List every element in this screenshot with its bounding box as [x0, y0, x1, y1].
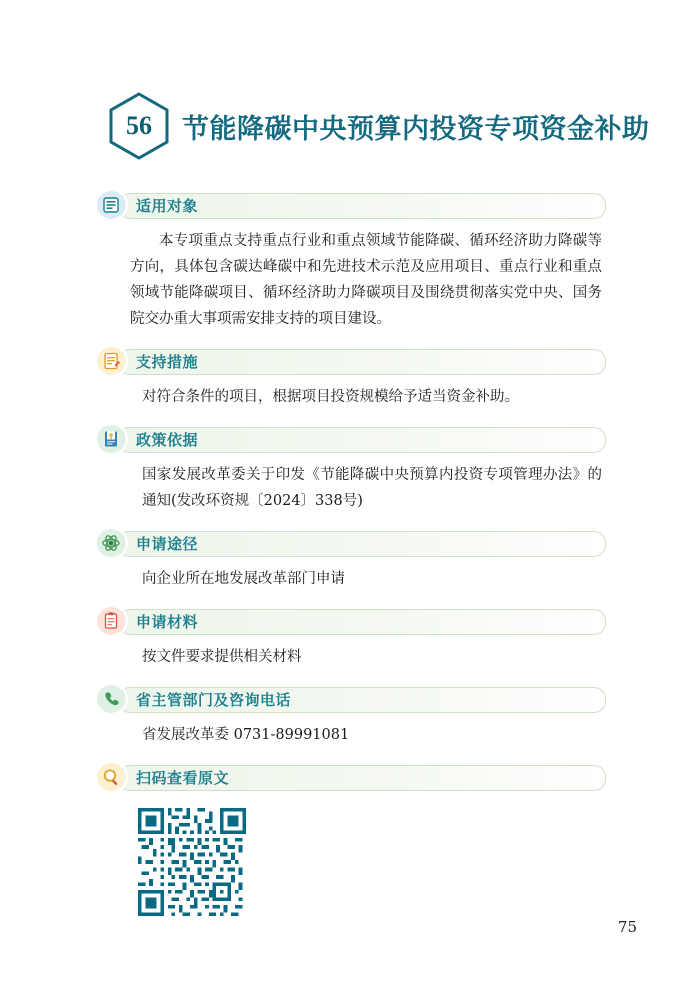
section-body: 向企业所在地发展改革部门申请 — [142, 571, 345, 587]
section-title: 申请途径 — [136, 534, 199, 553]
section-title: 政策依据 — [136, 430, 199, 449]
section-body: 省发展改革委 0731-89991081 — [142, 727, 350, 743]
clipboard-icon — [96, 606, 126, 636]
section-header — [96, 190, 606, 220]
page-number: 75 — [617, 918, 637, 936]
clipboard-pencil-icon — [96, 346, 126, 376]
section-header — [96, 346, 606, 376]
section-policy-basis — [96, 424, 606, 514]
magnifier-icon — [96, 762, 126, 792]
section-header — [96, 424, 606, 454]
section-header — [96, 528, 606, 558]
phone-icon — [96, 684, 126, 714]
book-icon — [96, 424, 126, 454]
atom-icon — [96, 528, 126, 558]
section-scan-qr — [96, 762, 606, 916]
section-applicable-targets — [96, 190, 606, 332]
section-title: 省主管部门及咨询电话 — [136, 690, 292, 709]
document-lines-icon — [96, 190, 126, 220]
section-title: 扫码查看原文 — [136, 768, 230, 787]
section-body: 本专项重点支持重点行业和重点领域节能降碳、循环经济助力降碳等方向，具体包含碳达峰碳中和先进技术示范及应用项目、重点行业和重点领域节能降碳项目、循环经济助力降碳项目及围绕贯彻落实党中央、国务院交办重大事项需安排支持的项目建设。 — [130, 233, 602, 327]
section-body: 按文件要求提供相关材料 — [142, 649, 302, 665]
section-authority-and-phone — [96, 684, 606, 748]
section-body: 对符合条件的项目，根据项目投资规模给予适当资金补助。 — [142, 389, 519, 405]
qr-code — [138, 808, 246, 916]
page-title: 节能降碳中央预算内投资专项资金补助 — [182, 113, 650, 145]
section-title: 支持措施 — [136, 352, 199, 371]
badge-number: 56 — [126, 111, 152, 140]
section-header — [96, 762, 606, 792]
section-title: 申请材料 — [136, 612, 199, 631]
section-header — [96, 684, 606, 714]
content-area — [96, 190, 606, 920]
section-title: 适用对象 — [136, 196, 199, 215]
section-body: 国家发展改革委关于印发《节能降碳中央预算内投资专项管理办法》的通知(发改环资规〔2024〕338号) — [142, 467, 602, 509]
section-number-badge — [108, 92, 170, 160]
section-header — [96, 606, 606, 636]
page-header — [0, 92, 699, 160]
section-support-measures — [96, 346, 606, 410]
section-application-channel — [96, 528, 606, 592]
section-application-materials — [96, 606, 606, 670]
